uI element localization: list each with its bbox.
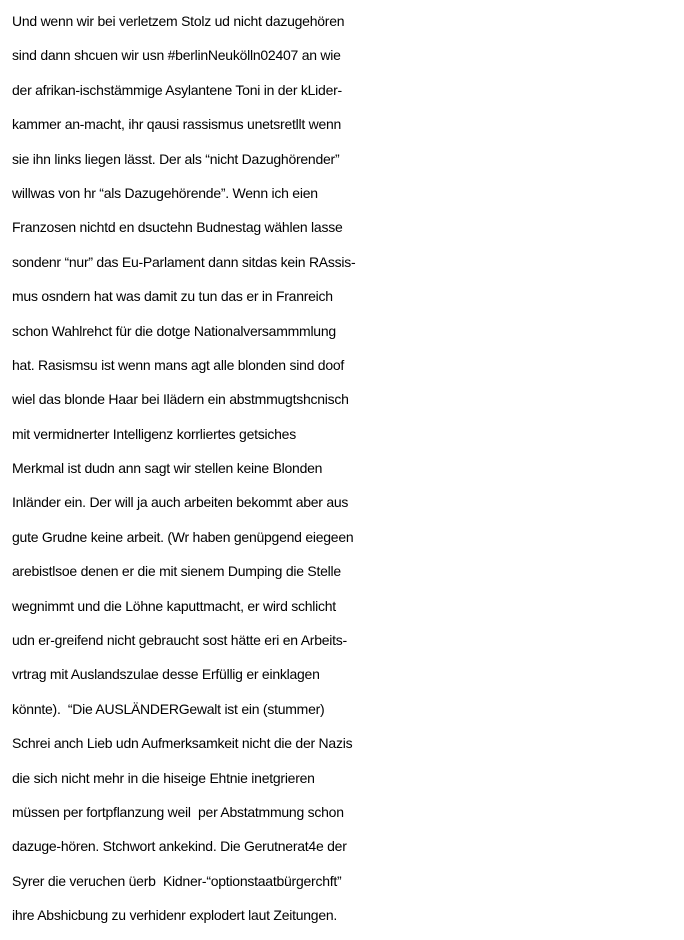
text-line: Inländer ein. Der will ja auch arbeiten bekommt aber aus bbox=[12, 494, 349, 511]
text-line: hat. Rasismsu ist wenn mans agt alle blonden sind doof bbox=[12, 356, 345, 373]
text-line: wiel das blonde Haar bei Ilädern ein abstmmugtshcnisch bbox=[12, 391, 349, 408]
text-line: sind dann shcuen wir usn #berlinNeukölln02407 an wie bbox=[12, 47, 341, 64]
text-line: der afrikan-ischstämmige Asylantene Toni in der kLider- bbox=[12, 81, 342, 98]
text-line: wegnimmt und die Löhne kaputtmacht, er wird schlicht bbox=[12, 597, 336, 614]
text-line: schon Wahlrehct für die dotge Nationalversammmlung bbox=[12, 322, 336, 339]
text-line: Merkmal ist dudn ann sagt wir stellen keine Blonden bbox=[12, 460, 323, 477]
text-line: sondenr “nur” das Eu-Parlament dann sitdas kein RAssis- bbox=[12, 253, 356, 270]
text-line: vrtrag mit Auslandszulae desse Erfüllig er einklagen bbox=[12, 666, 320, 683]
text-line: Und wenn wir bei verletzem Stolz ud nicht dazugehören bbox=[12, 13, 345, 29]
text-line: gute Grudne keine arbeit. (Wr haben genüpgend eiegeen bbox=[12, 528, 354, 545]
text-line: mit vermidnerter Intelligenz korrliertes getsiches bbox=[12, 425, 296, 442]
text-line: die sich nicht mehr in die hiseige Ehtnie inetgrieren bbox=[12, 769, 315, 786]
text-line: Schrei anch Lieb udn Aufmerksamkeit nicht die der Nazis bbox=[12, 735, 353, 752]
text-line: mus osndern hat was damit zu tun das er in Franreich bbox=[12, 288, 333, 305]
text-line: willwas von hr “als Dazugehörende”. Wenn ich eien bbox=[12, 184, 318, 201]
text-line: ihre Abshicbung zu verhidenr explodert laut Zeitungen. bbox=[12, 907, 338, 924]
text-line: kammer an-macht, ihr qausi rassismus unetsretllt wenn bbox=[12, 116, 342, 133]
text-line: arebistlsoe denen er die mit sienem Dumping die Stelle bbox=[12, 563, 341, 580]
text-line: udn er-greifend nicht gebraucht sost hätte eri en Arbeits- bbox=[12, 632, 347, 649]
text-line: könnte). “Die AUSLÄNDERGewalt ist ein (stummer) bbox=[12, 700, 325, 717]
text-line: müssen per fortpflanzung weil per Abstatmmung schon bbox=[12, 803, 344, 820]
text-line: dazuge-hören. Stchwort ankekind. Die Gerutnerat4e der bbox=[12, 838, 347, 855]
text-line: sie ihn links liegen lässt. Der als “nicht Dazughörender” bbox=[12, 150, 340, 167]
body-text bbox=[12, 4, 684, 933]
text-line: Syrer die veruchen üerb Kidner-“optionstaatbürgerchft” bbox=[12, 872, 342, 889]
text-line: Franzosen nichtd en dsuctehn Budnestag wählen lasse bbox=[12, 219, 343, 236]
